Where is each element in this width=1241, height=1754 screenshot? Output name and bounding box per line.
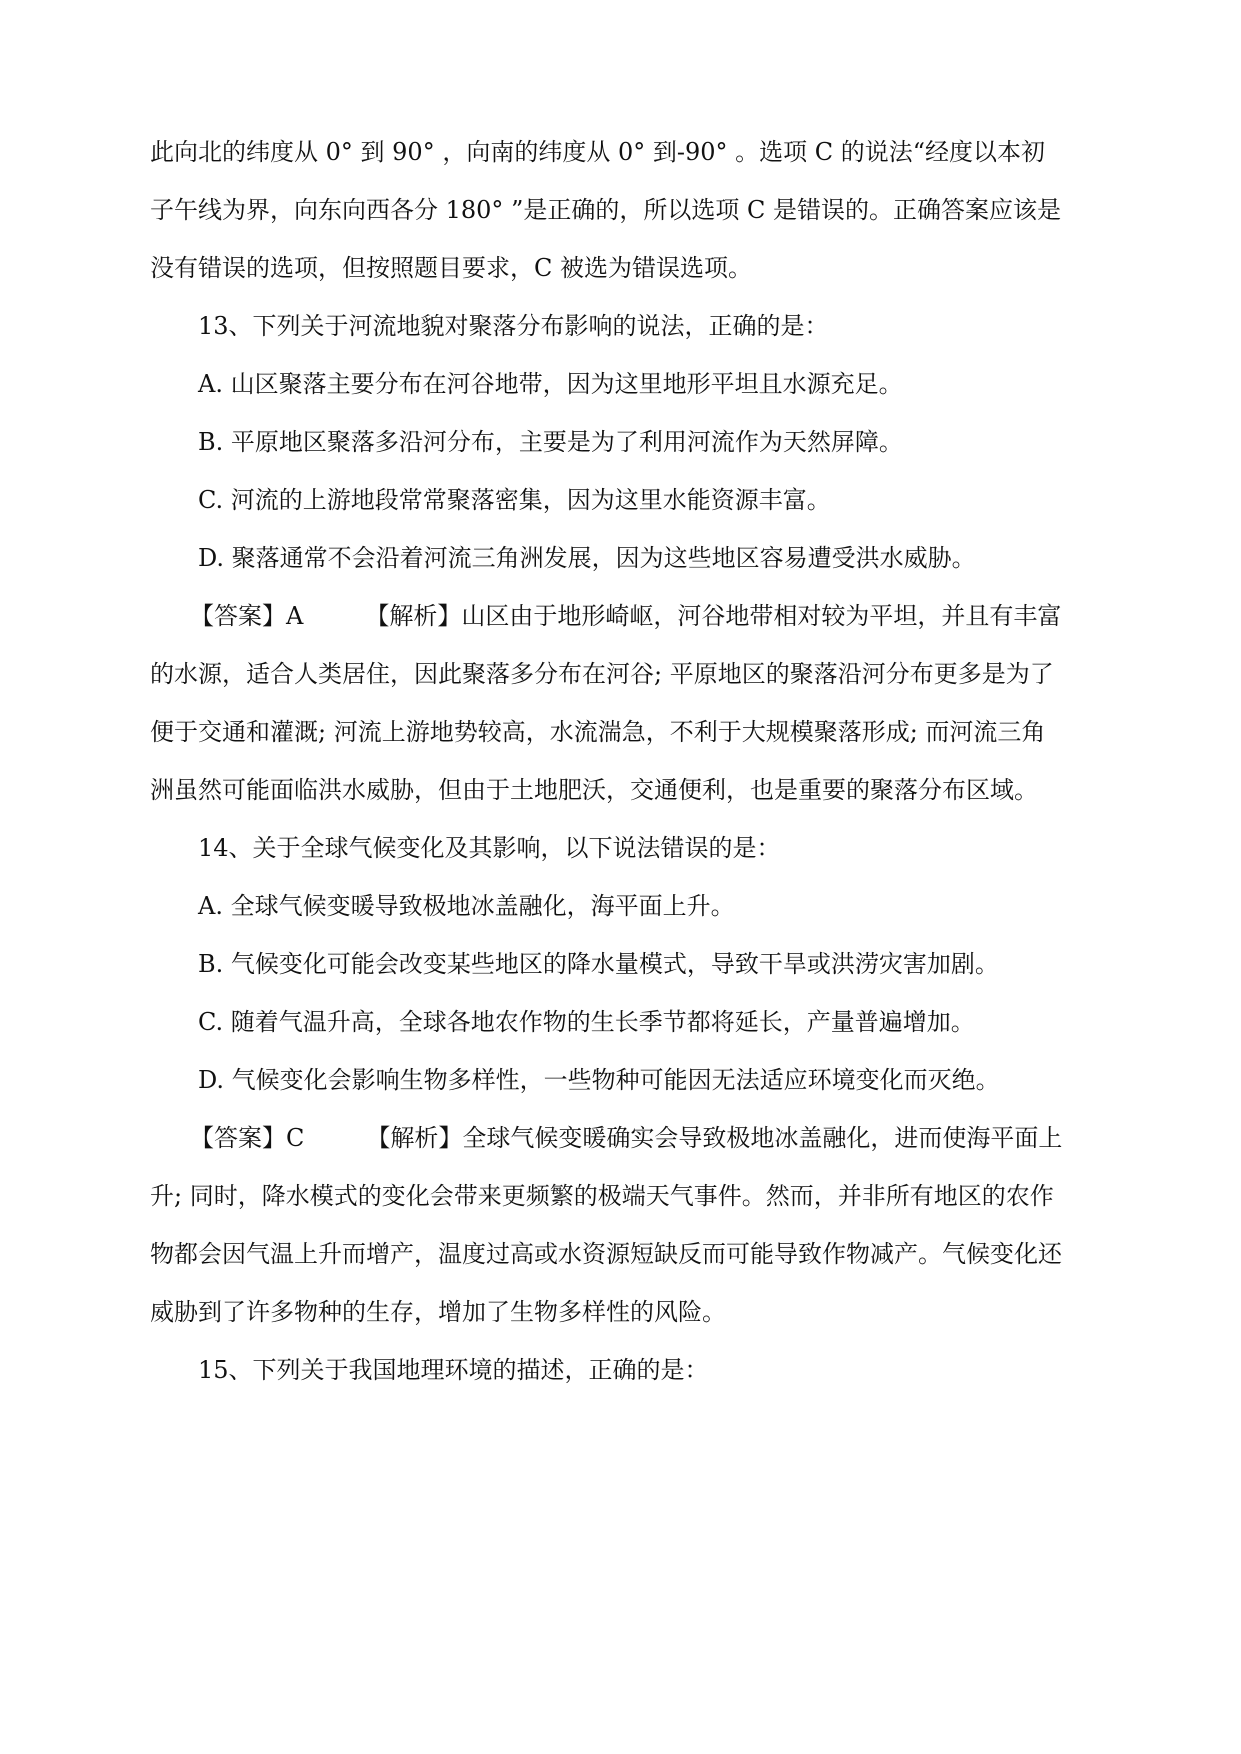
q14-analysis-line: 升; 同时，降水模式的变化会带来更频繁的极端天气事件。然而，并非所有地区的农作 <box>150 1182 1054 1210</box>
text-line: 子午线为界，向东向西各分 180° ”是正确的，所以选项 C 是错误的。正确答案应该是 <box>150 196 1061 224</box>
question-15: 15、下列关于我国地理环境的描述，正确的是： <box>198 1356 709 1384</box>
q13-option-b: B. 平原地区聚落多沿河分布，主要是为了利用河流作为天然屏障。 <box>198 428 903 456</box>
q14-answer-line <box>190 1123 1062 1153</box>
q13-analysis-line: 便于交通和灌溉; 河流上游地势较高，水流湍急，不利于大规模聚落形成; 而河流三角 <box>150 718 1046 746</box>
q13-answer: 【答案】A <box>190 602 304 630</box>
q13-answer-line <box>190 601 1061 631</box>
q14-analysis-start: 【解析】全球气候变暖确实会导致极地冰盖融化，进而使海平面上 <box>366 1124 1063 1152</box>
text-line: 此向北的纬度从 0° 到 90° ，向南的纬度从 0° 到-90° 。选项 C 的说法“经度以本初 <box>150 138 1046 166</box>
q14-option-d: D. 气候变化会影响生物多样性，一些物种可能因无法适应环境变化而灭绝。 <box>198 1066 1000 1094</box>
q14-analysis-line: 物都会因气温上升而增产，温度过高或水资源短缺反而可能导致作物减产。气候变化还 <box>150 1240 1062 1268</box>
q13-option-a: A. 山区聚落主要分布在河谷地带，因为这里地形平坦且水源充足。 <box>198 370 903 398</box>
q13-analysis-line: 的水源，适合人类居住，因此聚落多分布在河谷; 平原地区的聚落沿河分布更多是为了 <box>150 660 1054 688</box>
q14-answer: 【答案】C <box>190 1124 305 1152</box>
question-14: 14、关于全球气候变化及其影响，以下说法错误的是： <box>198 834 781 862</box>
q14-option-a: A. 全球气候变暖导致极地冰盖融化，海平面上升。 <box>198 892 735 920</box>
q14-analysis-line: 威胁到了许多物种的生存，增加了生物多样性的风险。 <box>150 1298 726 1326</box>
q14-option-b: B. 气候变化可能会改变某些地区的降水量模式，导致干旱或洪涝灾害加剧。 <box>198 950 999 978</box>
q13-option-d: D. 聚落通常不会沿着河流三角洲发展，因为这些地区容易遭受洪水威胁。 <box>198 544 976 572</box>
q14-option-c: C. 随着气温升高，全球各地农作物的生长季节都将延长，产量普遍增加。 <box>198 1008 975 1036</box>
q13-option-c: C. 河流的上游地段常常聚落密集，因为这里水能资源丰富。 <box>198 486 831 514</box>
q13-analysis-start: 【解析】山区由于地形崎岖，河谷地带相对较为平坦，并且有丰富 <box>365 602 1062 630</box>
text-line: 没有错误的选项，但按照题目要求，C 被选为错误选项。 <box>150 254 752 282</box>
q13-analysis-line: 洲虽然可能面临洪水威胁，但由于土地肥沃，交通便利，也是重要的聚落分布区域。 <box>150 776 1038 804</box>
question-13: 13、下列关于河流地貌对聚落分布影响的说法，正确的是： <box>198 312 829 340</box>
